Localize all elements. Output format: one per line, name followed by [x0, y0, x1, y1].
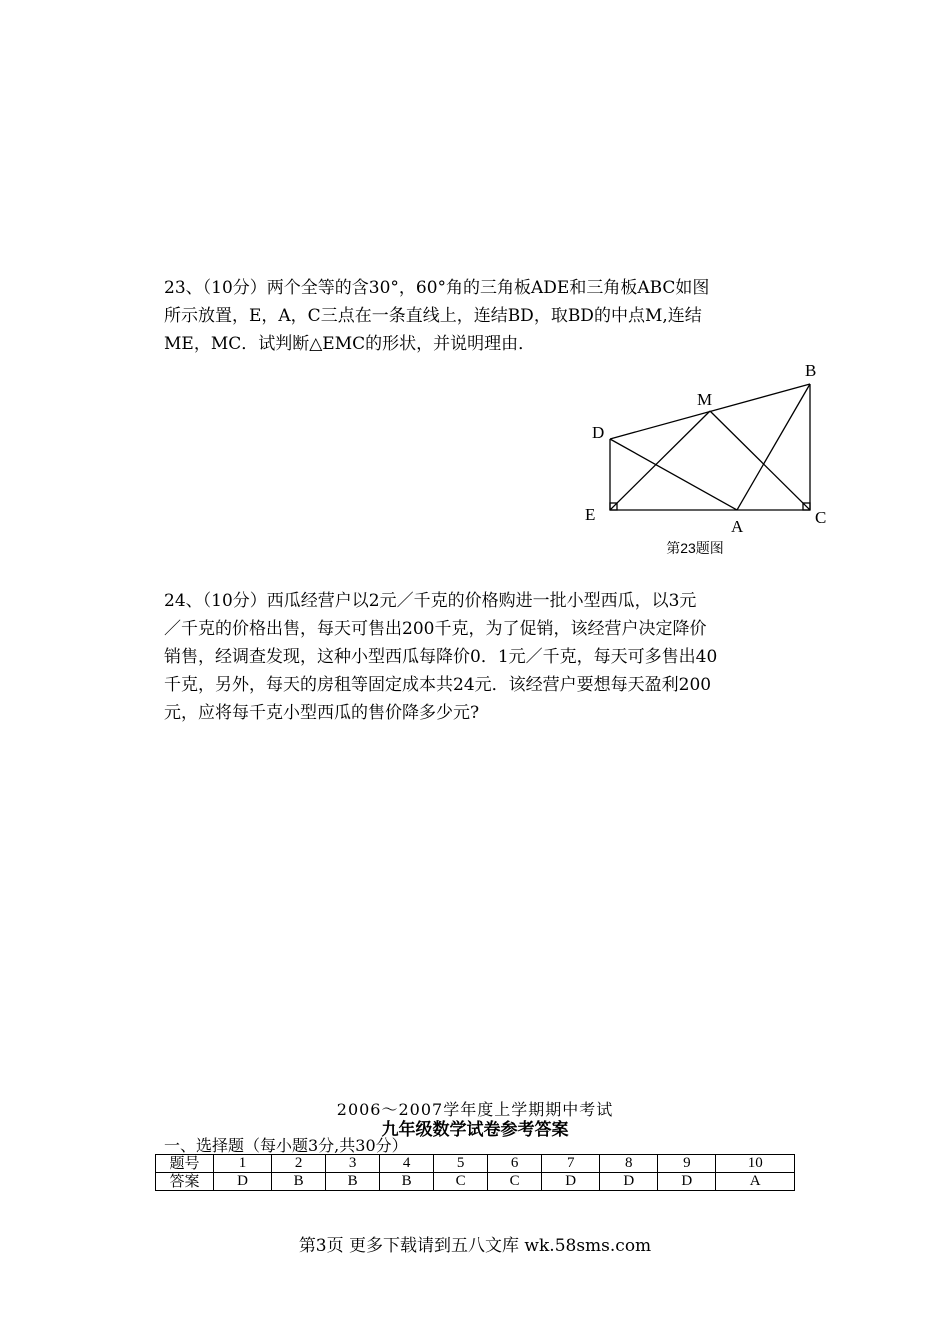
- line-DA: [610, 439, 737, 510]
- q23-line-3: ME，MC．试判断△EMC的形状，并说明理由．: [164, 334, 536, 354]
- number-cell: 10: [716, 1155, 795, 1173]
- q24-line-1: 24、（10分）西瓜经营户以2元／千克的价格购进一批小型西瓜，以3元: [164, 591, 697, 611]
- question-23: [164, 274, 788, 358]
- answer-table-row-numbers: [156, 1155, 795, 1173]
- number-cell: 2: [272, 1155, 326, 1173]
- label-E: E: [585, 505, 596, 524]
- number-cell: 1: [214, 1155, 272, 1173]
- q24-line-3: 销售，经调查发现，这种小型西瓜每降价0．1元／千克，每天可多售出40: [164, 647, 718, 667]
- q23-line-1: 23、（10分）两个全等的含30°，60°角的三角板ADE和三角板ABC如图: [164, 278, 710, 298]
- question-24: [164, 587, 788, 727]
- answer-cell: C: [488, 1173, 542, 1191]
- geometry-diagram: [575, 358, 835, 538]
- label-B: B: [805, 361, 817, 380]
- answer-cell: D: [542, 1173, 600, 1191]
- label-D: D: [592, 423, 605, 442]
- answer-key-title-1: 2006～2007学年度上学期期中考试: [336, 1100, 614, 1119]
- number-cell: 6: [488, 1155, 542, 1173]
- section-label: 一、选择题（每小题3分,共30分）: [164, 1136, 408, 1155]
- figure-caption: 第23题图: [666, 540, 724, 556]
- answer-cell: B: [380, 1173, 434, 1191]
- q24-line-2: ／千克的价格出售，每天可售出200千克，为了促销，该经营户决定降价: [164, 619, 707, 639]
- answer-cell: C: [434, 1173, 488, 1191]
- number-cell: 3: [326, 1155, 380, 1173]
- page-footer: 第3页 更多下载请到五八文库 wk.58sms.com: [298, 1236, 652, 1256]
- answer-cell: A: [716, 1173, 795, 1191]
- number-cell: 5: [434, 1155, 488, 1173]
- geometry-figure-23: [575, 358, 835, 558]
- answer-table-row-answers: [156, 1173, 795, 1191]
- label-M: M: [697, 390, 713, 409]
- number-cell: 9: [658, 1155, 716, 1173]
- q24-line-4: 千克，另外，每天的房租等固定成本共24元．该经营户要想每天盈利200: [164, 675, 712, 695]
- q24-line-5: 元，应将每千克小型西瓜的售价降多少元?: [164, 703, 480, 723]
- answer-cell: D: [600, 1173, 658, 1191]
- answer-cell: B: [272, 1173, 326, 1191]
- label-C: C: [815, 508, 827, 527]
- answer-key-title-2: 九年级数学试卷参考答案: [381, 1120, 569, 1140]
- line-MC: [710, 411, 810, 510]
- answer-cell: B: [326, 1173, 380, 1191]
- number-cell: 4: [380, 1155, 434, 1173]
- answer-cell: D: [658, 1173, 716, 1191]
- line-AB: [737, 384, 810, 510]
- number-cell: 7: [542, 1155, 600, 1173]
- answer-table: [155, 1154, 795, 1191]
- label-A: A: [731, 517, 744, 536]
- row-head-numbers: 题号: [156, 1155, 214, 1173]
- answer-cell: D: [214, 1173, 272, 1191]
- number-cell: 8: [600, 1155, 658, 1173]
- q23-line-2: 所示放置，E，A，C三点在一条直线上，连结BD，取BD的中点M,连结: [164, 306, 702, 326]
- row-head-answers: 答案: [156, 1173, 214, 1191]
